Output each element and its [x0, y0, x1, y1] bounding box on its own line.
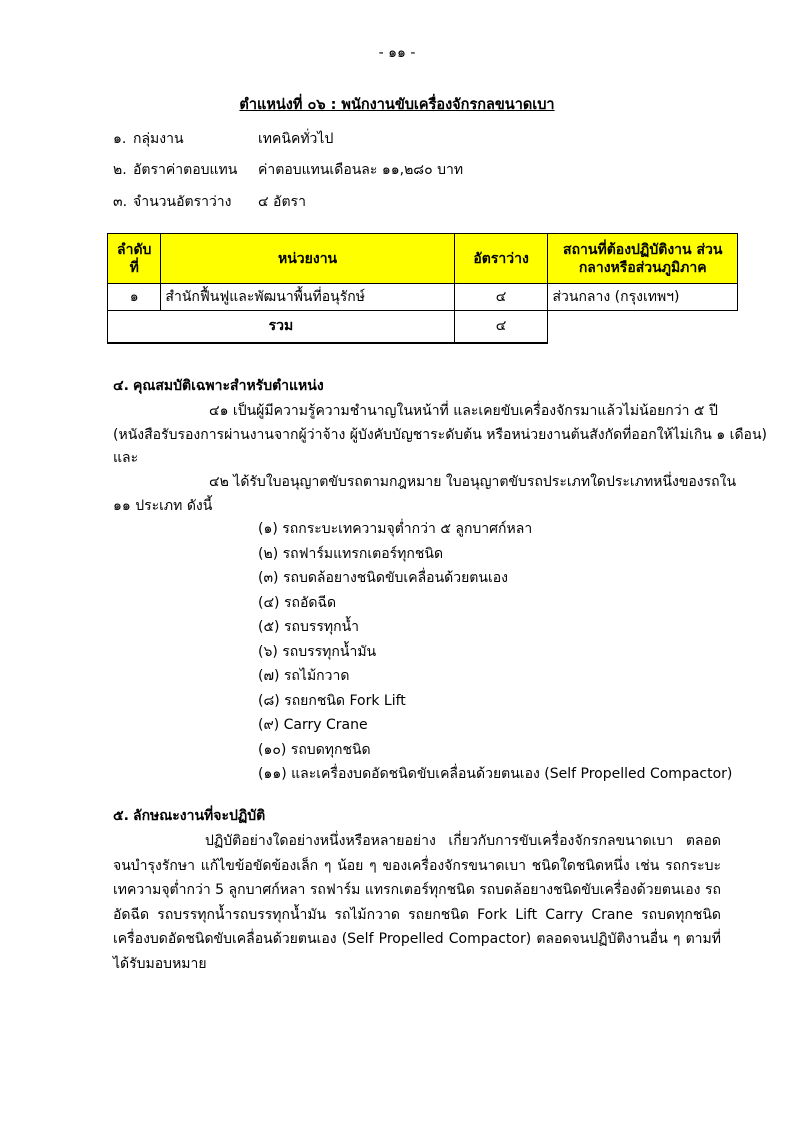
vehicle-type-list [258, 517, 732, 787]
cell-location: ส่วนกลาง (กรุงเทพฯ) [548, 284, 738, 311]
section-4-heading: คุณสมบัติเฉพาะสำหรับตำแหน่ง [133, 378, 324, 394]
list-item: (๑๐) รถบดทุกชนิด [258, 741, 371, 758]
section-5-heading: ลักษณะงานที่จะปฏิบัติ [133, 808, 266, 824]
item-number: ๓. [113, 194, 128, 210]
qualification-1-line-1: ๔๑ เป็นผู้มีความรู้ความชำนาญในหน้าที่ และเคยขับเครื่องจักรมาแล้วไม่น้อยกว่า ๕ ปี [209, 403, 718, 419]
list-item: (๗) รถไม้กวาด [258, 668, 350, 684]
cell-vacancy: ๔ [454, 284, 548, 311]
item-number: ๑. [113, 131, 127, 147]
item-label-work-group: กลุ่มงาน [133, 131, 184, 147]
header-unit: หน่วยงาน [161, 234, 454, 284]
item-value-work-group: เทคนิคทั่วไป [258, 131, 334, 147]
item-value-compensation: ค่าตอบแทนเดือนละ ๑๑,๒๘๐ บาท [258, 162, 464, 178]
header-location: สถานที่ต้องปฏิบัติงาน ส่วนกลางหรือส่วนภูมิภาค [548, 234, 738, 284]
list-item: (๑๑) และเครื่องบดอัดชนิดขับเคลื่อนด้วยตนเอง (Self Propelled Compactor) [258, 766, 733, 782]
cell-unit: สำนักฟื้นฟูและพัฒนาพื้นที่อนุรักษ์ [161, 284, 454, 311]
item-label-vacancies: จำนวนอัตราว่าง [133, 194, 232, 210]
list-item: (๙) Carry Crane [258, 717, 368, 733]
list-item: (๖) รถบรรทุกน้ำมัน [258, 643, 377, 660]
page-number: - ๑๑ - [378, 45, 416, 61]
total-label: รวม [108, 311, 455, 343]
qualification-2-line-1: ๔๒ ได้รับใบอนุญาตขับรถตามกฎหมาย ใบอนุญาตขับรถประเภทใดประเภทหนึ่งของรถใน [209, 474, 737, 490]
job-description-text: ปฏิบัติอย่างใดอย่างหนึ่งหรือหลายอย่าง เกี่ยวกับการขับเครื่องจักรกลขนาดเบา ตลอดจนบำรุงรักษา แก้ไขข้อขัดข้องเล็ก ๆ น้อย ๆ ของเครื่องจักรขนาดเบา ชนิดใดชนิดหนึ่ง เช่น รถกระบะเทความจุต่ำกว่า 5 ลูกบาศก์หลา รถฟาร์ม แทรกเตอร์ทุกชนิด รถบดล้อยางชนิดขับเครื่องด้วยตนเอง รถอัดฉีด รถบรรทุกน้ำรถบรรทุกน้ำมัน รถไม้กวาด รถยกชนิด Fork Lift Carry Crane รถบดทุกชนิด เครื่องบดอัดชนิดขับเคลื่อนด้วยตนเอง (Self Propelled Compactor) ตลอดจนปฏิบัติงานอื่น ๆ ตามที่ได้รับมอบหมาย [113, 833, 721, 972]
table-row [108, 284, 738, 311]
section-4-number: ๔. [113, 378, 129, 394]
total-empty-cell [548, 311, 738, 343]
position-title: ตำแหน่งที่ ๐๖ : พนักงานขับเครื่องจักรกลขนาดเบา [239, 97, 555, 113]
list-item: (๒) รถฟาร์มแทรกเตอร์ทุกชนิด [258, 545, 444, 562]
vacancy-table [107, 233, 738, 344]
qualification-1-line-3: และ [113, 450, 139, 466]
header-vacancy: อัตราว่าง [454, 234, 548, 284]
list-item: (๓) รถบดล้อยางชนิดขับเคลื่อนด้วยตนเอง [258, 570, 508, 586]
section-5-number: ๕. [113, 808, 129, 824]
list-item: (๑) รถกระบะเทความจุต่ำกว่า ๕ ลูกบาศก์หลา [258, 521, 533, 537]
total-value: ๔ [454, 311, 548, 343]
table-header-row [108, 234, 738, 284]
item-value-vacancies: ๔ อัตรา [258, 194, 306, 210]
table-total-row [108, 311, 738, 343]
header-no: ลำดับ ที่ [108, 234, 161, 284]
list-item: (๔) รถอัดฉีด [258, 594, 337, 611]
item-label-compensation: อัตราค่าตอบแทน [133, 162, 238, 178]
cell-no: ๑ [108, 284, 161, 311]
qualification-2-line-2: ๑๑ ประเภท ดังนี้ [113, 498, 213, 514]
list-item: (๘) รถยกชนิด Fork Lift [258, 692, 406, 709]
job-description-paragraph [113, 829, 721, 976]
item-number: ๒. [113, 162, 127, 178]
qualification-1-line-2: (หนังสือรับรองการผ่านงานจากผู้ว่าจ้าง ผู้บังคับบัญชาระดับต้น หรือหน่วยงานต้นสังกัดที่ออกให้ไม่เกิน ๑ เดือน) [113, 427, 767, 443]
list-item: (๕) รถบรรทุกน้ำ [258, 619, 360, 635]
